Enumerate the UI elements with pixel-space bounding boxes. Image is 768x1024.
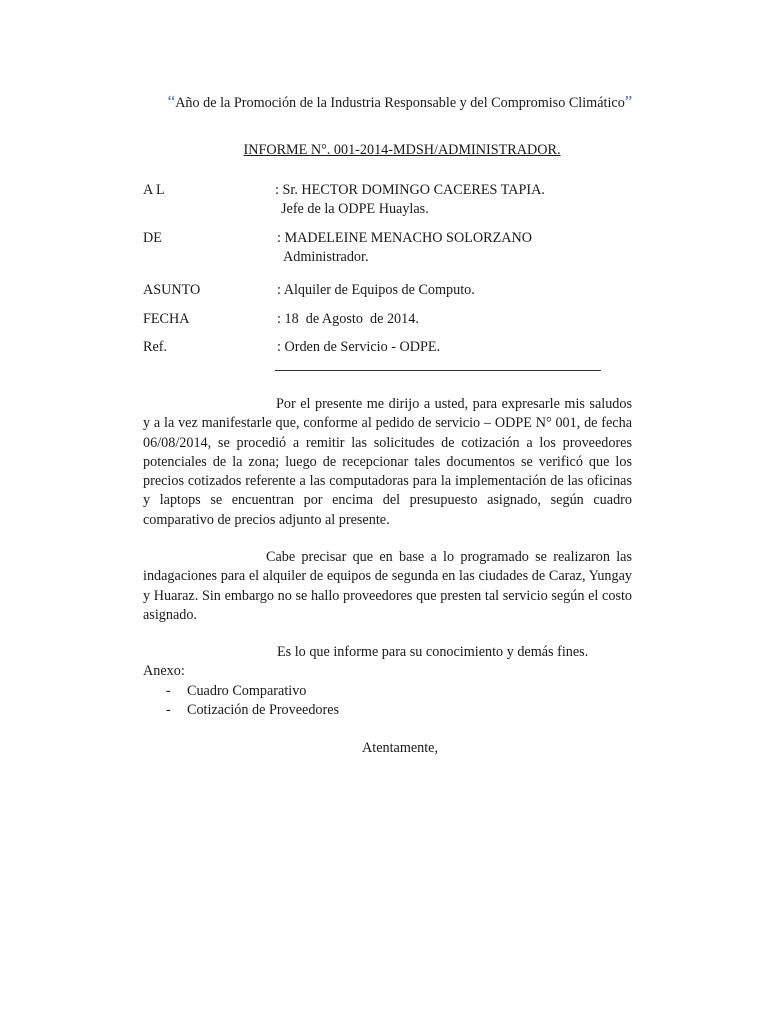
motto-text: Año de la Promoción de la Industria Responsable y del Compromiso Climático <box>175 95 625 111</box>
fecha-value: : 18 de Agosto de 2014. <box>277 311 419 327</box>
body-paragraph-1: Por el presente me dirijo a usted, para expresarle mis saludos y a la vez manifestarle que, conforme al pedido de servicio – ODPE N° 001, de fecha 06/08/2014, se procedió a remitir las solicitudes de cotización a los proveedores potenciales de la zona; luego de recepcionar tales documentos se verificó que los precios cotizados referente a las computadoras para la implementación de las oficinas y laptops se encuentran por encima del presupuesto asignado, según cuadro comparativo de precios adjunto al presente. <box>143 396 632 528</box>
year-motto <box>0 92 768 112</box>
anexo-item-text: Cotización de Proveedores <box>187 702 340 718</box>
quote-open: “ <box>167 92 176 111</box>
body-paragraph-2: Cabe precisar que en base a lo programado se realizaron las indagaciones para el alquiler de equipos de segunda en las ciudades de Caraz, Yungay y Huaraz. Sin embargo no se hallo proveedores que presten tal servicio según el costo asignado. <box>143 549 632 623</box>
anexo-label: Anexo: <box>143 663 185 679</box>
quote-close: ” <box>624 92 633 111</box>
signoff: Atentamente, <box>362 740 439 756</box>
al-value: : Sr. HECTOR DOMINGO CACERES TAPIA. <box>275 182 545 198</box>
de-value: : MADELEINE MENACHO SOLORZANO <box>277 230 532 246</box>
ref-value: : Orden de Servicio - ODPE. <box>277 339 441 355</box>
asunto-value: : Alquiler de Equipos de Computo. <box>277 282 475 298</box>
anexo-item <box>166 702 339 719</box>
informe-title: INFORME N°. 001-2014-MDSH/ADMINISTRADOR. <box>243 142 561 158</box>
fecha-label: FECHA <box>143 311 190 327</box>
anexo-item-text: Cuadro Comparativo <box>187 683 307 699</box>
closing-line: Es lo que informe para su conocimiento y demás fines. <box>277 644 589 660</box>
ref-label: Ref. <box>143 339 168 355</box>
de-label: DE <box>143 230 162 246</box>
de-subtitle: Administrador. <box>283 249 369 265</box>
anexo-dash: - <box>166 683 171 699</box>
header-divider <box>275 370 601 371</box>
al-label: A L <box>143 182 165 198</box>
asunto-label: ASUNTO <box>143 282 201 298</box>
anexo-dash: - <box>166 702 171 718</box>
al-subtitle: Jefe de la ODPE Huaylas. <box>281 201 429 217</box>
anexo-item <box>166 683 306 700</box>
